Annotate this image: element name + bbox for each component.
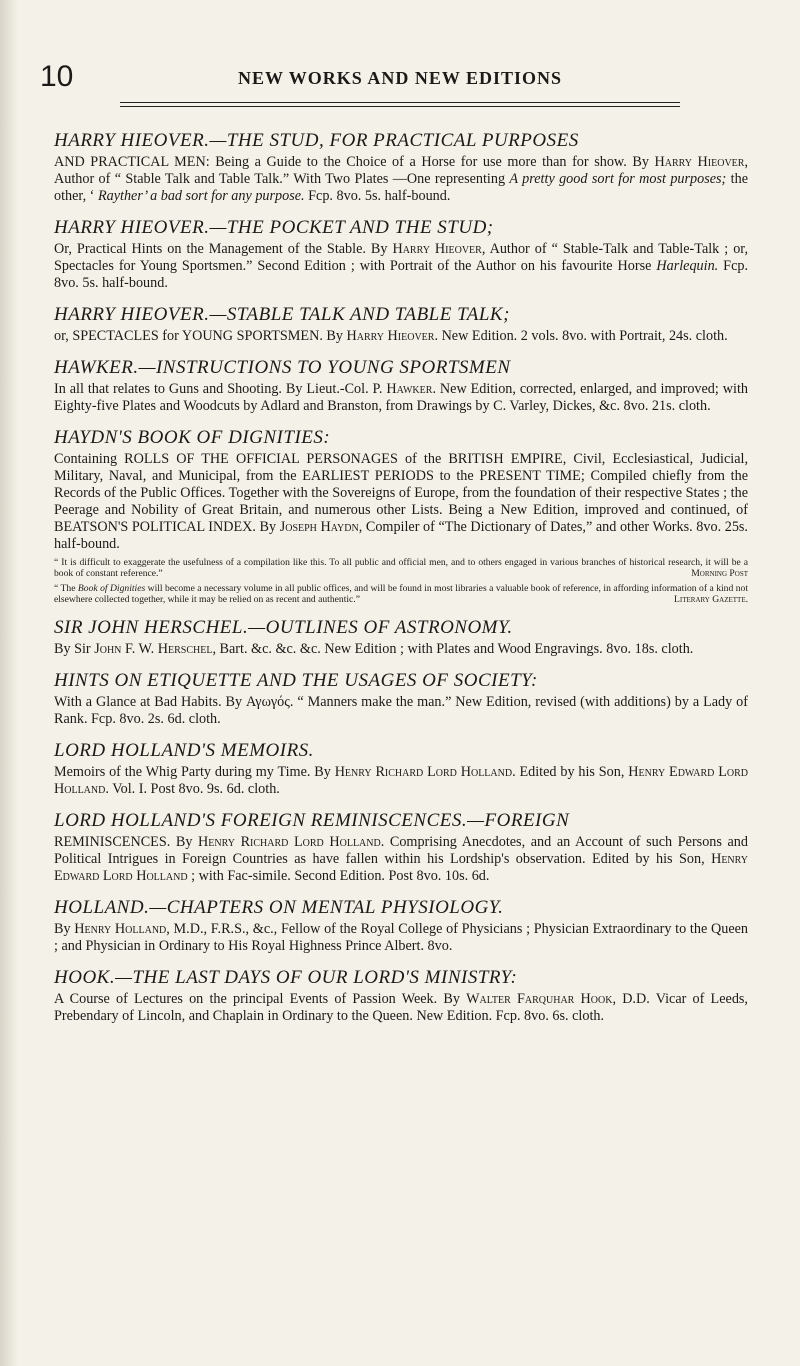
text-run: Containing ROLLS OF THE OFFICIAL PERSONAGES of the BRITISH EMPIRE, Civil, Ecclesiastical, Judicial, Military, Naval, and Municipal, from the EARLIEST PERIODS to the PRESENT TIME; Compiled chiefly from the Records of the Public Offices. Together with the Sovereigns of Europe, from the foundation of their respective States ; the Peerage and Nobility of Great Britain, and numerous other Lists. Being a New Edition, improved and continued, of BEATSON'S POLITICAL INDEX. By [54, 451, 748, 535]
book-title: HARRY HIEOVER.—THE POCKET AND THE STUD; [54, 217, 494, 238]
text-run: By [54, 921, 75, 937]
catalogue-listing [54, 130, 748, 1037]
book-entry [54, 670, 748, 728]
text-run: Book of Dignities [77, 583, 146, 594]
book-entry [54, 217, 748, 292]
book-description [54, 381, 748, 415]
book-title: HARRY HIEOVER.—THE STUD, FOR PRACTICAL PURPOSES [54, 130, 579, 151]
header-rule-top [120, 102, 680, 103]
book-title: HAYDN'S BOOK OF DIGNITIES: [54, 427, 331, 448]
book-entry [54, 897, 748, 955]
book-description [54, 834, 748, 885]
text-run: A Course of Lectures on the principal Events of Passion Week. By [54, 991, 467, 1007]
book-entry [54, 427, 748, 605]
text-run: Henry Richard Lord Holland [334, 764, 513, 780]
text-run: Fcp. 8vo. 5s. half-bound. [304, 188, 451, 204]
book-entry [54, 304, 748, 345]
page-number: 10 [40, 60, 74, 93]
running-title: NEW WORKS AND NEW EDITIONS [237, 68, 563, 88]
text-run: . New Edition, corrected, enlarged, and improved; with Eighty-five Plates and Woodcuts by Adlard and Branston, from Drawings by C. Varley, Dickes, &c. 8vo. 21s. cloth. [54, 381, 748, 414]
book-title: SIR JOHN HERSCHEL.—OUTLINES OF ASTRONOMY. [54, 617, 513, 638]
text-run: , Compiler of “The Dictionary of Dates,” and other Works. 8vo. 25s. half-bound. [54, 519, 748, 552]
book-title: LORD HOLLAND'S FOREIGN REMINISCENCES.—FOREIGN [54, 810, 570, 831]
press-review [54, 557, 748, 579]
text-run: Harry Hieover [392, 241, 482, 257]
text-run: Harry Hieover [654, 154, 745, 170]
text-run: AND PRACTICAL MEN: Being a Guide to the Choice of a Horse for use more than for show. By [54, 154, 655, 170]
book-description [54, 241, 748, 292]
text-run: or, SPECTACLES for YOUNG SPORTSMEN. By [54, 328, 347, 344]
text-run: By Sir [54, 641, 95, 657]
text-run: the other, ‘ [54, 171, 748, 204]
book-description [54, 921, 748, 955]
text-run: F. W. [121, 641, 158, 657]
text-run: “ It is difficult to exaggerate the usefulness of a compilation like this. To all public and official men, and to others engaged in various branches of historical research, it will be a book of constant reference.” [54, 557, 748, 579]
text-run: “ The [54, 583, 78, 594]
book-description [54, 641, 748, 658]
text-run: Rayther’ a bad sort for any purpose. [97, 188, 305, 204]
review-source: Morning Post [691, 568, 748, 579]
text-run: . Comprising Anecdotes, and an Account of such Persons and Political Intrigues in Foreign Countries as have fallen within his Lordship's observation. Edited by his Son, [54, 834, 748, 867]
page-header [38, 60, 762, 96]
book-entry [54, 740, 748, 798]
book-title: HOOK.—THE LAST DAYS OF OUR LORD'S MINISTRY: [54, 967, 518, 988]
book-entry [54, 617, 748, 658]
book-title: HINTS ON ETIQUETTE AND THE USAGES OF SOCIETY: [54, 670, 538, 691]
text-run: Henry Holland [74, 921, 167, 937]
text-run: John [94, 641, 122, 657]
text-run: , Bart. &c. &c. &c. New Edition ; with Plates and Wood Engravings. 8vo. 18s. cloth. [212, 641, 694, 657]
book-description [54, 764, 748, 798]
text-run: Hawker [386, 381, 433, 397]
book-entry [54, 357, 748, 415]
text-run: A pretty good sort for most purposes; [509, 171, 727, 187]
book-title: LORD HOLLAND'S MEMOIRS. [54, 740, 314, 761]
text-run: Harlequin. [656, 258, 719, 274]
text-run: , Author of “ Stable Talk and Table Talk.” With Two Plates —One representing [54, 154, 748, 187]
book-description [54, 451, 748, 553]
text-run: Henry Edward Lord Holland [54, 851, 748, 884]
text-run: Henry Richard Lord Holland [198, 834, 381, 850]
text-run: , M.D., F.R.S., &c., Fellow of the Royal College of Physicians ; Physician Extraordinary to the Queen ; and Physician in Ordinary to His Royal Highness Prince Albert. 8vo. [54, 921, 749, 954]
text-run: Joseph Haydn [279, 519, 359, 535]
text-run: , D.D. Vicar of Leeds, Prebendary of Lincoln, and Chaplain in Ordinary to the Queen. New Edition. Fcp. 8vo. 6s. cloth. [54, 991, 748, 1024]
book-description [54, 694, 748, 728]
text-run: Herschel [157, 641, 213, 657]
text-run: will become a necessary volume in all public offices, and will be found in most libraries a valuable book of reference, in affording information of a kind not elsewhere collected together, while it may be relied on as recent and authentic.” [54, 583, 748, 605]
text-run: Or, Practical Hints on the Management of the Stable. By [54, 241, 393, 257]
text-run: Walter Farquhar Hook [466, 991, 613, 1007]
book-description [54, 328, 748, 345]
book-entry [54, 810, 748, 885]
text-run: Memoirs of the Whig Party during my Time. By [54, 764, 335, 780]
book-entry [54, 130, 748, 205]
text-run: REMINISCENCES. By [54, 834, 199, 850]
text-run: . Edited by his Son, [512, 764, 629, 780]
press-review [54, 583, 748, 605]
book-title: HAWKER.—INSTRUCTIONS TO YOUNG SPORTSMEN [54, 357, 511, 378]
book-description [54, 154, 748, 205]
text-run: Henry Edward Lord Holland [54, 764, 749, 797]
text-run: Fcp. 8vo. 5s. half-bound. [54, 258, 749, 291]
review-source: Literary Gazette. [674, 594, 748, 605]
text-run: . Vol. I. Post 8vo. 9s. 6d. cloth. [105, 781, 280, 797]
text-run: ; with Fac-simile. Second Edition. Post 8vo. 10s. 6d. [187, 868, 490, 884]
text-run: With a Glance at Bad Habits. By Αγωγός. “ Manners make the man.” New Edition, revised (with additions) by a Lady of Rank. Fcp. 8vo. 2s. 6d. cloth. [54, 694, 748, 727]
page-edge-shadow [0, 0, 18, 1366]
text-run: Harry Hieover [346, 328, 435, 344]
book-title: HARRY HIEOVER.—STABLE TALK AND TABLE TALK; [54, 304, 510, 325]
book-title: HOLLAND.—CHAPTERS ON MENTAL PHYSIOLOGY. [54, 897, 504, 918]
book-description [54, 991, 748, 1025]
text-run: . New Edition. 2 vols. 8vo. with Portrait, 24s. cloth. [434, 328, 728, 344]
text-run: In all that relates to Guns and Shooting. By Lieut.-Col. P. [54, 381, 387, 397]
book-entry [54, 967, 748, 1025]
header-rule-bottom [120, 106, 680, 107]
text-run: , Author of “ Stable-Talk and Table-Talk ; or, Spectacles for Young Sportsmen.” Second Edition ; with Portrait of the Author on his favourite Horse [54, 241, 748, 274]
